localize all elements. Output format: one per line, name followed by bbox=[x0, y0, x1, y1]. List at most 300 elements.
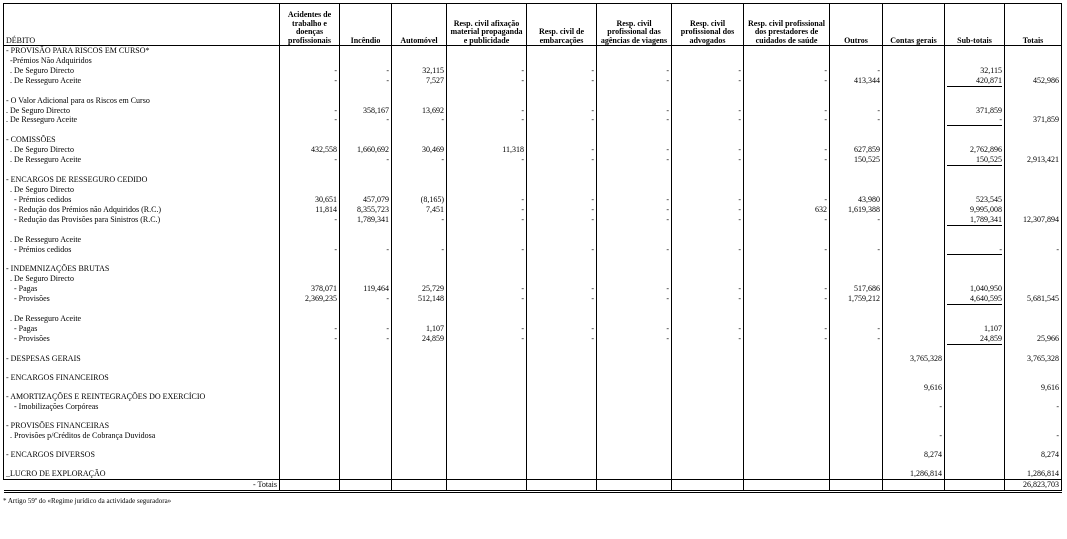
row-value bbox=[527, 135, 597, 145]
row-value: - bbox=[744, 324, 830, 334]
row-value: 1,107 bbox=[945, 324, 1005, 334]
row-value: 30,651 bbox=[280, 195, 340, 205]
row-value bbox=[392, 469, 447, 479]
row-value bbox=[744, 450, 830, 460]
row-value bbox=[527, 402, 597, 412]
row-value bbox=[672, 392, 744, 402]
row-value bbox=[1005, 324, 1062, 334]
row-value bbox=[447, 235, 527, 245]
row-value: - bbox=[1005, 245, 1062, 256]
row-value: 378,071 bbox=[280, 284, 340, 294]
row-value bbox=[744, 402, 830, 412]
row-value bbox=[392, 175, 447, 185]
row-value: 358,167 bbox=[340, 106, 392, 116]
row-value: - bbox=[527, 195, 597, 205]
row-value: - bbox=[280, 76, 340, 87]
row-value bbox=[280, 469, 340, 479]
row-value bbox=[883, 145, 945, 155]
row-value bbox=[597, 402, 672, 412]
totals-value bbox=[883, 479, 945, 491]
row-value bbox=[830, 314, 883, 324]
row-value: - bbox=[672, 115, 744, 126]
row-value bbox=[945, 274, 1005, 284]
row-value: - bbox=[672, 145, 744, 155]
row-value bbox=[883, 421, 945, 431]
row-value bbox=[280, 274, 340, 284]
row-value bbox=[1005, 284, 1062, 294]
row-value: 13,692 bbox=[392, 106, 447, 116]
row-value: - bbox=[597, 145, 672, 155]
table-row bbox=[4, 274, 1062, 284]
row-value bbox=[340, 46, 392, 56]
row-value: - bbox=[830, 334, 883, 345]
row-value bbox=[744, 392, 830, 402]
table-row bbox=[4, 215, 1062, 226]
row-value bbox=[447, 354, 527, 364]
row-value bbox=[883, 392, 945, 402]
row-value: - bbox=[744, 334, 830, 345]
row-value bbox=[1005, 314, 1062, 324]
row-label: - ENCARGOS DE RESSEGURO CEDIDO bbox=[4, 175, 280, 185]
row-value bbox=[883, 284, 945, 294]
row-label: - DESPESAS GERAIS bbox=[4, 354, 280, 364]
row-label: - Pagas bbox=[4, 324, 280, 334]
row-value bbox=[280, 431, 340, 441]
row-value: - bbox=[447, 334, 527, 345]
row-value bbox=[280, 175, 340, 185]
row-value: 1,789,341 bbox=[340, 215, 392, 226]
row-value: 11,318 bbox=[447, 145, 527, 155]
row-label: - PROVISÃO PARA RISCOS EM CURSO* bbox=[4, 46, 280, 56]
row-value bbox=[672, 373, 744, 383]
spacer-row bbox=[4, 345, 1062, 354]
spacer-row bbox=[4, 226, 1062, 235]
row-value: 32,115 bbox=[945, 66, 1005, 76]
column-header-debito: DÉBITO bbox=[4, 4, 280, 46]
row-label: - Prémios cedidos bbox=[4, 195, 280, 205]
row-value: - bbox=[672, 284, 744, 294]
row-value: 1,286,814 bbox=[1005, 469, 1062, 479]
row-value bbox=[883, 96, 945, 106]
row-value bbox=[883, 115, 945, 126]
row-value: - bbox=[447, 106, 527, 116]
row-value: - bbox=[672, 245, 744, 256]
row-value bbox=[830, 135, 883, 145]
spacer-row bbox=[4, 460, 1062, 469]
row-value bbox=[883, 195, 945, 205]
row-value bbox=[447, 392, 527, 402]
row-value bbox=[340, 354, 392, 364]
spacer-row bbox=[4, 305, 1062, 314]
row-value bbox=[280, 96, 340, 106]
row-value bbox=[597, 392, 672, 402]
totals-value: 26,823,703 bbox=[1005, 479, 1062, 491]
row-value bbox=[672, 421, 744, 431]
row-value bbox=[830, 354, 883, 364]
row-value bbox=[744, 354, 830, 364]
subtotal-underline: 1,789,341 bbox=[947, 215, 1002, 226]
row-value: 457,079 bbox=[340, 195, 392, 205]
row-value bbox=[340, 185, 392, 195]
row-value bbox=[527, 421, 597, 431]
row-value: - bbox=[280, 324, 340, 334]
row-value: 517,686 bbox=[830, 284, 883, 294]
row-value: - bbox=[527, 106, 597, 116]
row-value bbox=[447, 56, 527, 66]
row-value bbox=[527, 235, 597, 245]
row-value bbox=[392, 373, 447, 383]
row-value bbox=[527, 175, 597, 185]
row-value: 371,859 bbox=[1005, 115, 1062, 126]
row-value: - bbox=[447, 215, 527, 226]
row-value bbox=[945, 402, 1005, 412]
row-value: - bbox=[744, 66, 830, 76]
row-value: 5,681,545 bbox=[1005, 294, 1062, 305]
row-value bbox=[744, 185, 830, 195]
row-value bbox=[340, 450, 392, 460]
row-value: - bbox=[672, 106, 744, 116]
row-value bbox=[830, 469, 883, 479]
row-value: - bbox=[447, 324, 527, 334]
row-value bbox=[597, 96, 672, 106]
row-value: - bbox=[392, 155, 447, 166]
row-value: - bbox=[672, 66, 744, 76]
row-label: - Pagas bbox=[4, 284, 280, 294]
debit-table bbox=[3, 3, 1062, 493]
row-value: - bbox=[597, 205, 672, 215]
row-value: - bbox=[744, 106, 830, 116]
row-value bbox=[830, 431, 883, 441]
totals-value bbox=[392, 479, 447, 491]
row-value: - bbox=[672, 195, 744, 205]
table-row bbox=[4, 431, 1062, 441]
spacer-row bbox=[4, 166, 1062, 175]
row-value bbox=[447, 421, 527, 431]
row-value bbox=[280, 185, 340, 195]
row-value: - bbox=[280, 115, 340, 126]
table-body bbox=[4, 46, 1062, 492]
row-value bbox=[1005, 421, 1062, 431]
row-value bbox=[447, 185, 527, 195]
row-value bbox=[672, 264, 744, 274]
row-value bbox=[527, 46, 597, 56]
column-header: Resp. civil de embarcações bbox=[527, 4, 597, 46]
row-value bbox=[340, 274, 392, 284]
row-value bbox=[672, 383, 744, 393]
row-value: - bbox=[527, 155, 597, 166]
totals-value bbox=[447, 479, 527, 491]
row-value bbox=[945, 383, 1005, 393]
totals-value bbox=[830, 479, 883, 491]
row-value bbox=[883, 56, 945, 66]
table-row bbox=[4, 245, 1062, 256]
row-label: . De Seguro Directo bbox=[4, 145, 280, 155]
row-value bbox=[597, 314, 672, 324]
row-value: 119,464 bbox=[340, 284, 392, 294]
row-value bbox=[447, 46, 527, 56]
row-value bbox=[340, 469, 392, 479]
table-row bbox=[4, 373, 1062, 383]
row-value bbox=[744, 274, 830, 284]
row-value bbox=[883, 274, 945, 284]
totals-value bbox=[527, 479, 597, 491]
row-value bbox=[340, 96, 392, 106]
row-label: - ENCARGOS FINANCEIROS bbox=[4, 373, 280, 383]
row-value: 512,148 bbox=[392, 294, 447, 305]
row-value bbox=[280, 135, 340, 145]
row-value bbox=[744, 235, 830, 245]
row-value: 2,369,235 bbox=[280, 294, 340, 305]
row-value bbox=[340, 373, 392, 383]
table-row bbox=[4, 106, 1062, 116]
column-header: Outros bbox=[830, 4, 883, 46]
row-value bbox=[672, 175, 744, 185]
row-value: 9,616 bbox=[883, 383, 945, 393]
spacer-row bbox=[4, 255, 1062, 264]
row-value: 8,274 bbox=[883, 450, 945, 460]
row-value: - bbox=[597, 245, 672, 256]
row-value bbox=[672, 450, 744, 460]
row-value bbox=[672, 314, 744, 324]
row-value: - bbox=[280, 215, 340, 226]
row-value bbox=[340, 235, 392, 245]
row-value bbox=[830, 56, 883, 66]
row-value bbox=[340, 135, 392, 145]
row-label bbox=[4, 383, 280, 393]
row-value: 413,344 bbox=[830, 76, 883, 87]
row-value bbox=[340, 383, 392, 393]
row-value: - bbox=[527, 76, 597, 87]
row-value: - bbox=[597, 334, 672, 345]
table-row bbox=[4, 264, 1062, 274]
row-value: 1,759,212 bbox=[830, 294, 883, 305]
row-value bbox=[1005, 195, 1062, 205]
row-value: - bbox=[744, 76, 830, 87]
row-value: 2,762,896 bbox=[945, 145, 1005, 155]
row-value bbox=[945, 155, 1005, 166]
row-value: 1,660,692 bbox=[340, 145, 392, 155]
row-value bbox=[883, 135, 945, 145]
subtotal-underline: 24,859 bbox=[947, 334, 1002, 345]
row-label: _LUCRO DE EXPLORAÇÃO bbox=[4, 469, 280, 479]
row-value: 24,859 bbox=[392, 334, 447, 345]
row-value bbox=[527, 274, 597, 284]
row-value bbox=[597, 175, 672, 185]
row-value: - bbox=[830, 115, 883, 126]
row-value: - bbox=[597, 115, 672, 126]
row-value: - bbox=[527, 324, 597, 334]
row-value bbox=[340, 421, 392, 431]
row-value bbox=[744, 96, 830, 106]
row-value: 8,355,723 bbox=[340, 205, 392, 215]
row-value bbox=[597, 373, 672, 383]
row-value bbox=[883, 155, 945, 166]
row-value bbox=[883, 264, 945, 274]
row-value bbox=[1005, 66, 1062, 76]
row-value bbox=[1005, 135, 1062, 145]
row-value: - bbox=[744, 215, 830, 226]
row-value: - bbox=[744, 115, 830, 126]
row-value: - bbox=[340, 294, 392, 305]
spacer-row bbox=[4, 412, 1062, 421]
subtotal-underline: - bbox=[947, 115, 1002, 126]
row-value bbox=[280, 264, 340, 274]
row-value bbox=[527, 450, 597, 460]
row-value bbox=[1005, 373, 1062, 383]
row-value bbox=[672, 46, 744, 56]
row-value bbox=[945, 135, 1005, 145]
column-header: Resp. civil profissional dos prestadores de cuidados de saúde bbox=[744, 4, 830, 46]
row-value bbox=[945, 392, 1005, 402]
row-label: - O Valor Adicional para os Riscos em Curso bbox=[4, 96, 280, 106]
row-value bbox=[945, 175, 1005, 185]
row-value bbox=[392, 264, 447, 274]
row-value: - bbox=[597, 76, 672, 87]
row-value bbox=[672, 56, 744, 66]
row-value: - bbox=[392, 215, 447, 226]
row-value: - bbox=[1005, 402, 1062, 412]
row-value bbox=[883, 373, 945, 383]
row-value bbox=[392, 185, 447, 195]
row-value bbox=[883, 185, 945, 195]
row-value bbox=[744, 46, 830, 56]
row-value bbox=[830, 421, 883, 431]
row-value bbox=[883, 334, 945, 345]
row-value bbox=[447, 175, 527, 185]
row-label: . Provisões p/Créditos de Cobrança Duvidosa bbox=[4, 431, 280, 441]
row-value bbox=[883, 76, 945, 87]
totals-value bbox=[340, 479, 392, 491]
row-value: - bbox=[527, 294, 597, 305]
footnote: * Artigo 59º do «Regime jurídico da actividade seguradora» bbox=[3, 496, 172, 505]
row-value bbox=[597, 185, 672, 195]
row-value bbox=[392, 314, 447, 324]
row-value bbox=[280, 56, 340, 66]
row-value bbox=[447, 274, 527, 284]
row-value bbox=[597, 450, 672, 460]
table-row bbox=[4, 383, 1062, 393]
row-value bbox=[830, 274, 883, 284]
row-value: - bbox=[597, 284, 672, 294]
row-value bbox=[945, 235, 1005, 245]
row-value bbox=[447, 383, 527, 393]
row-value bbox=[527, 431, 597, 441]
row-label: . De Seguro Directo bbox=[4, 274, 280, 284]
row-value bbox=[945, 334, 1005, 345]
row-value bbox=[744, 383, 830, 393]
row-value: - bbox=[280, 245, 340, 256]
row-value: 1,040,950 bbox=[945, 284, 1005, 294]
row-value bbox=[447, 450, 527, 460]
row-value bbox=[340, 314, 392, 324]
row-value bbox=[672, 235, 744, 245]
row-value: - bbox=[597, 66, 672, 76]
row-label: -Prémios Não Adquiridos bbox=[4, 56, 280, 66]
spacer-row bbox=[4, 441, 1062, 450]
row-value: 43,980 bbox=[830, 195, 883, 205]
table-row bbox=[4, 205, 1062, 215]
row-value bbox=[1005, 175, 1062, 185]
subtotal-underline: - bbox=[947, 245, 1002, 256]
row-value bbox=[527, 354, 597, 364]
row-value bbox=[945, 354, 1005, 364]
table-row bbox=[4, 46, 1062, 56]
row-value: - bbox=[830, 106, 883, 116]
row-value bbox=[597, 264, 672, 274]
row-value: 8,274 bbox=[1005, 450, 1062, 460]
row-value: - bbox=[527, 245, 597, 256]
table-row bbox=[4, 284, 1062, 294]
row-value: - bbox=[597, 294, 672, 305]
row-value bbox=[744, 135, 830, 145]
row-label: . De Resseguro Aceite bbox=[4, 314, 280, 324]
row-value: - bbox=[340, 76, 392, 87]
row-value: - bbox=[447, 115, 527, 126]
row-value: - bbox=[447, 245, 527, 256]
row-value: - bbox=[672, 155, 744, 166]
row-value bbox=[340, 56, 392, 66]
table-row bbox=[4, 334, 1062, 345]
row-value bbox=[527, 96, 597, 106]
row-value bbox=[744, 56, 830, 66]
row-value bbox=[945, 115, 1005, 126]
table-row bbox=[4, 402, 1062, 412]
spacer-row bbox=[4, 126, 1062, 135]
table-row bbox=[4, 175, 1062, 185]
row-value: - bbox=[527, 145, 597, 155]
row-value bbox=[597, 135, 672, 145]
row-value bbox=[280, 235, 340, 245]
row-value bbox=[672, 185, 744, 195]
row-value bbox=[280, 383, 340, 393]
row-value bbox=[883, 205, 945, 215]
row-value bbox=[883, 175, 945, 185]
table-row bbox=[4, 155, 1062, 166]
row-value bbox=[280, 392, 340, 402]
table-row bbox=[4, 235, 1062, 245]
row-value: - bbox=[597, 155, 672, 166]
row-value bbox=[340, 402, 392, 412]
row-value: - bbox=[392, 115, 447, 126]
row-value: - bbox=[597, 195, 672, 205]
row-value: - bbox=[597, 215, 672, 226]
row-value bbox=[597, 235, 672, 245]
row-value: 3,765,328 bbox=[883, 354, 945, 364]
row-value: - bbox=[527, 284, 597, 294]
row-value: - bbox=[340, 324, 392, 334]
row-value: 3,765,328 bbox=[1005, 354, 1062, 364]
table-row bbox=[4, 354, 1062, 364]
row-value: - bbox=[447, 195, 527, 205]
row-label: - Imobilizações Corpóreas bbox=[4, 402, 280, 412]
row-value bbox=[280, 421, 340, 431]
row-value bbox=[447, 431, 527, 441]
row-value bbox=[945, 294, 1005, 305]
row-value bbox=[945, 469, 1005, 479]
row-value: - bbox=[280, 66, 340, 76]
row-value: - bbox=[447, 205, 527, 215]
subtotal-underline: 150,525 bbox=[947, 155, 1002, 166]
totals-value bbox=[280, 479, 340, 491]
table-row bbox=[4, 392, 1062, 402]
row-value bbox=[883, 215, 945, 226]
row-label: . De Resseguro Aceite bbox=[4, 76, 280, 87]
row-value: 1,286,814 bbox=[883, 469, 945, 479]
row-value: 150,525 bbox=[830, 155, 883, 166]
row-value: - bbox=[527, 66, 597, 76]
row-value: - bbox=[280, 106, 340, 116]
row-value bbox=[597, 469, 672, 479]
